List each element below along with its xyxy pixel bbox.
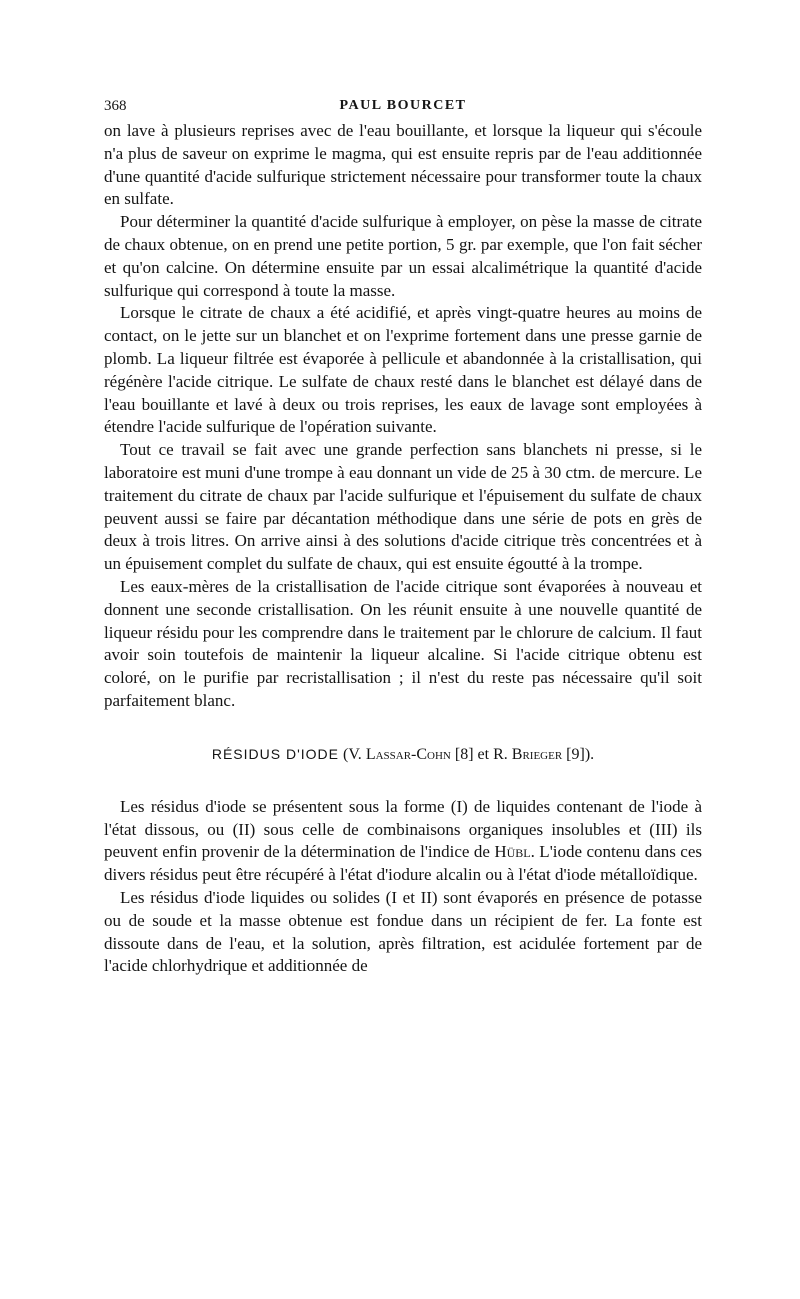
book-page — [104, 96, 702, 978]
author-lassar-cohn: Lassar-Cohn — [365, 745, 451, 763]
section-open-paren: (V. — [342, 745, 366, 763]
running-title: PAUL BOURCET — [339, 98, 467, 113]
paragraph-5: Les eaux-mères de la cristallisation de l'acide citrique sont évaporées à nouveau et donnent une seconde cristallisation. On les réunit ensuite à une nouvelle quantité de liqueur résidu pour les comprendre dans le traitement par le chlorure de calcium. Il faut avoir soin toutefois de maintenir la liqueur alcaline. Si l'acide citrique obtenu est coloré, on le purifie par recristallisation ; il n'est du reste pas nécessaire qu'il soit parfaitement blanc. — [104, 576, 702, 710]
body-text — [104, 120, 702, 978]
paragraph-2: Pour déterminer la quantité d'acide sulfurique à employer, on pèse la masse de citrate de chaux obtenue, on en prend une petite portion, 5 gr. par exemple, que l'on fait sécher et qu'on calcine. On détermine ensuite par un essai alcalimétrique la quantité d'acide sulfurique qui correspond à toute la masse. — [104, 212, 702, 300]
running-header — [104, 96, 702, 120]
paragraph-6-part-2: . L'iode contenu dans ces divers résidus peut être récupéré à l'état d'iodure alcalin ou à l'état d'iode métalloïdique. — [104, 842, 702, 885]
paragraph-7: Les résidus d'iode liquides ou solides (I et II) sont évaporés en présence de potasse ou de soude et la masse obtenue est fondue dans un récipient de fer. La fonte est dissoute dans de l'eau, et la solution, après filtration, est acidulée fortement par de l'acide chlorhydrique et additionnée de — [104, 887, 702, 976]
author-brieger: Brieger — [511, 745, 563, 763]
page-number: 368 — [104, 98, 127, 114]
paragraph-6 — [104, 796, 702, 887]
name-hubl: Hübl — [494, 842, 531, 862]
paragraph-1: on lave à plusieurs reprises avec de l'eau bouillante, et lorsque la liqueur qui s'écoule n'a plus de saveur on exprime le magma, qui est ensuite repris par de l'eau additionnée d'une quantité d'acide sulfurique strictement nécessaire pour transformer toute la chaux en sulfate. — [104, 121, 702, 209]
reference-9: [9]). — [562, 745, 595, 763]
paragraph-3: Lorsque le citrate de chaux a été acidifié, et après vingt-quatre heures au moins de contact, on le jette sur un blanchet et on l'exprime fortement dans une presse garnie de plomb. La liqueur filtrée est évaporée à pellicule et abandonnée à la cristallisation, qui régénère l'acide citrique. Le sulfate de chaux resté dans le blanchet est délayé dans de l'eau bouillante et lavé à deux ou trois reprises, les eaux de lavage sont employées à étendre l'acide sulfurique de l'opération suivante. — [104, 303, 702, 437]
reference-8: [8] et R. — [450, 745, 512, 763]
section-title: RÉSIDUS D'IODE — [211, 745, 339, 762]
paragraph-6-part-1: Les résidus d'iode se présentent sous la forme (I) de liquides contenant de l'iode à l'état dissous, ou (II) sous celle de combinaisons organiques insolubles et (III) ils peuvent enfin provenir de la détermination de l'indice de — [104, 796, 702, 862]
paragraph-4: Tout ce travail se fait avec une grande perfection sans blanchets ni presse, si le laboratoire est muni d'une trompe à eau donnant un vide de 25 à 30 ctm. de mercure. Le traitement du citrate de chaux par l'acide sulfurique et l'épuisement du sulfate de chaux peuvent aussi se faire par décantation méthodique dans une série de pots en grès de deux à trois litres. On arrive ainsi à des solutions d'acide citrique très concentrées et à un épuisement complet du sulfate de chaux, qui est ensuite égoutté à la trompe. — [104, 440, 702, 574]
section-heading — [104, 743, 702, 766]
